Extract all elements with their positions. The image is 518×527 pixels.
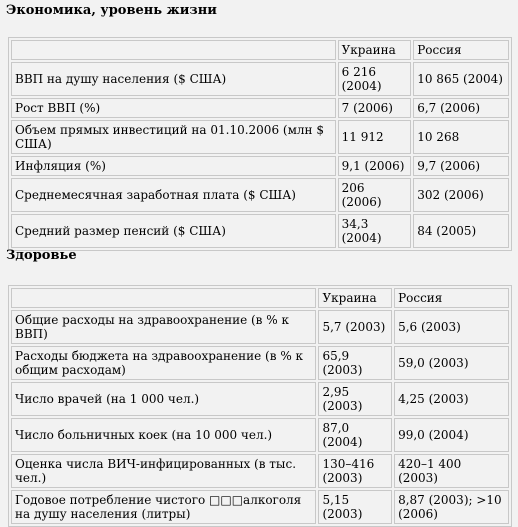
table-row <box>11 214 509 248</box>
ukraine-value: 87,0 (2004) <box>318 418 392 452</box>
table-row <box>11 382 509 416</box>
table-row <box>11 98 509 118</box>
russia-value: 8,87 (2003); >10 (2006) <box>394 490 509 524</box>
row-label: Число больничных коек (на 10 000 чел.) <box>11 418 316 452</box>
russia-value: 10 268 <box>413 120 509 154</box>
russia-value: 420–1 400 (2003) <box>394 454 509 488</box>
table-row <box>11 310 509 344</box>
economy-table <box>8 37 512 251</box>
table-header-row <box>11 288 509 308</box>
row-label: Среднемесячная заработная плата ($ США) <box>11 178 336 212</box>
section-title-health: Здоровье <box>6 248 77 263</box>
ukraine-value: 11 912 <box>338 120 412 154</box>
russia-value: 302 (2006) <box>413 178 509 212</box>
row-label: Инфляция (%) <box>11 156 336 176</box>
row-label: ВВП на душу населения ($ США) <box>11 62 336 96</box>
ukraine-value: 206 (2006) <box>338 178 412 212</box>
ukraine-value: 34,3 (2004) <box>338 214 412 248</box>
ukraine-value: 5,15 (2003) <box>318 490 392 524</box>
ukraine-value: 2,95 (2003) <box>318 382 392 416</box>
russia-value: 84 (2005) <box>413 214 509 248</box>
table-row <box>11 156 509 176</box>
table-row <box>11 120 509 154</box>
row-label: Общие расходы на здравоохранение (в % к ВВП) <box>11 310 316 344</box>
russia-value: 5,6 (2003) <box>394 310 509 344</box>
row-label: Число врачей (на 1 000 чел.) <box>11 382 316 416</box>
russia-value: 10 865 (2004) <box>413 62 509 96</box>
row-label: Расходы бюджета на здравоохранение (в % к общим расходам) <box>11 346 316 380</box>
ukraine-value: 9,1 (2006) <box>338 156 412 176</box>
header-cell-russia: Россия <box>413 40 509 60</box>
row-label: Объем прямых инвестиций на 01.10.2006 (млн $ США) <box>11 120 336 154</box>
russia-value: 59,0 (2003) <box>394 346 509 380</box>
ukraine-value: 65,9 (2003) <box>318 346 392 380</box>
section-title-economy: Экономика, уровень жизни <box>6 3 217 18</box>
russia-value: 4,25 (2003) <box>394 382 509 416</box>
table-row <box>11 490 509 524</box>
table-row <box>11 454 509 488</box>
ukraine-value: 5,7 (2003) <box>318 310 392 344</box>
ukraine-value: 7 (2006) <box>338 98 412 118</box>
header-cell-russia: Россия <box>394 288 509 308</box>
header-cell-blank <box>11 40 336 60</box>
table-row <box>11 178 509 212</box>
table-row <box>11 62 509 96</box>
russia-value: 99,0 (2004) <box>394 418 509 452</box>
row-label: Оценка числа ВИЧ-инфицированных (в тыс. чел.) <box>11 454 316 488</box>
header-cell-blank <box>11 288 316 308</box>
table-header-row <box>11 40 509 60</box>
row-label: Годовое потребление чистого □□□алкоголя на душу населения (литры) <box>11 490 316 524</box>
row-label: Рост ВВП (%) <box>11 98 336 118</box>
ukraine-value: 6 216 (2004) <box>338 62 412 96</box>
health-table <box>8 285 512 527</box>
russia-value: 9,7 (2006) <box>413 156 509 176</box>
table-row <box>11 418 509 452</box>
row-label: Средний размер пенсий ($ США) <box>11 214 336 248</box>
russia-value: 6,7 (2006) <box>413 98 509 118</box>
header-cell-ukraine: Украина <box>318 288 392 308</box>
ukraine-value: 130–416 (2003) <box>318 454 392 488</box>
table-row <box>11 346 509 380</box>
header-cell-ukraine: Украина <box>338 40 412 60</box>
